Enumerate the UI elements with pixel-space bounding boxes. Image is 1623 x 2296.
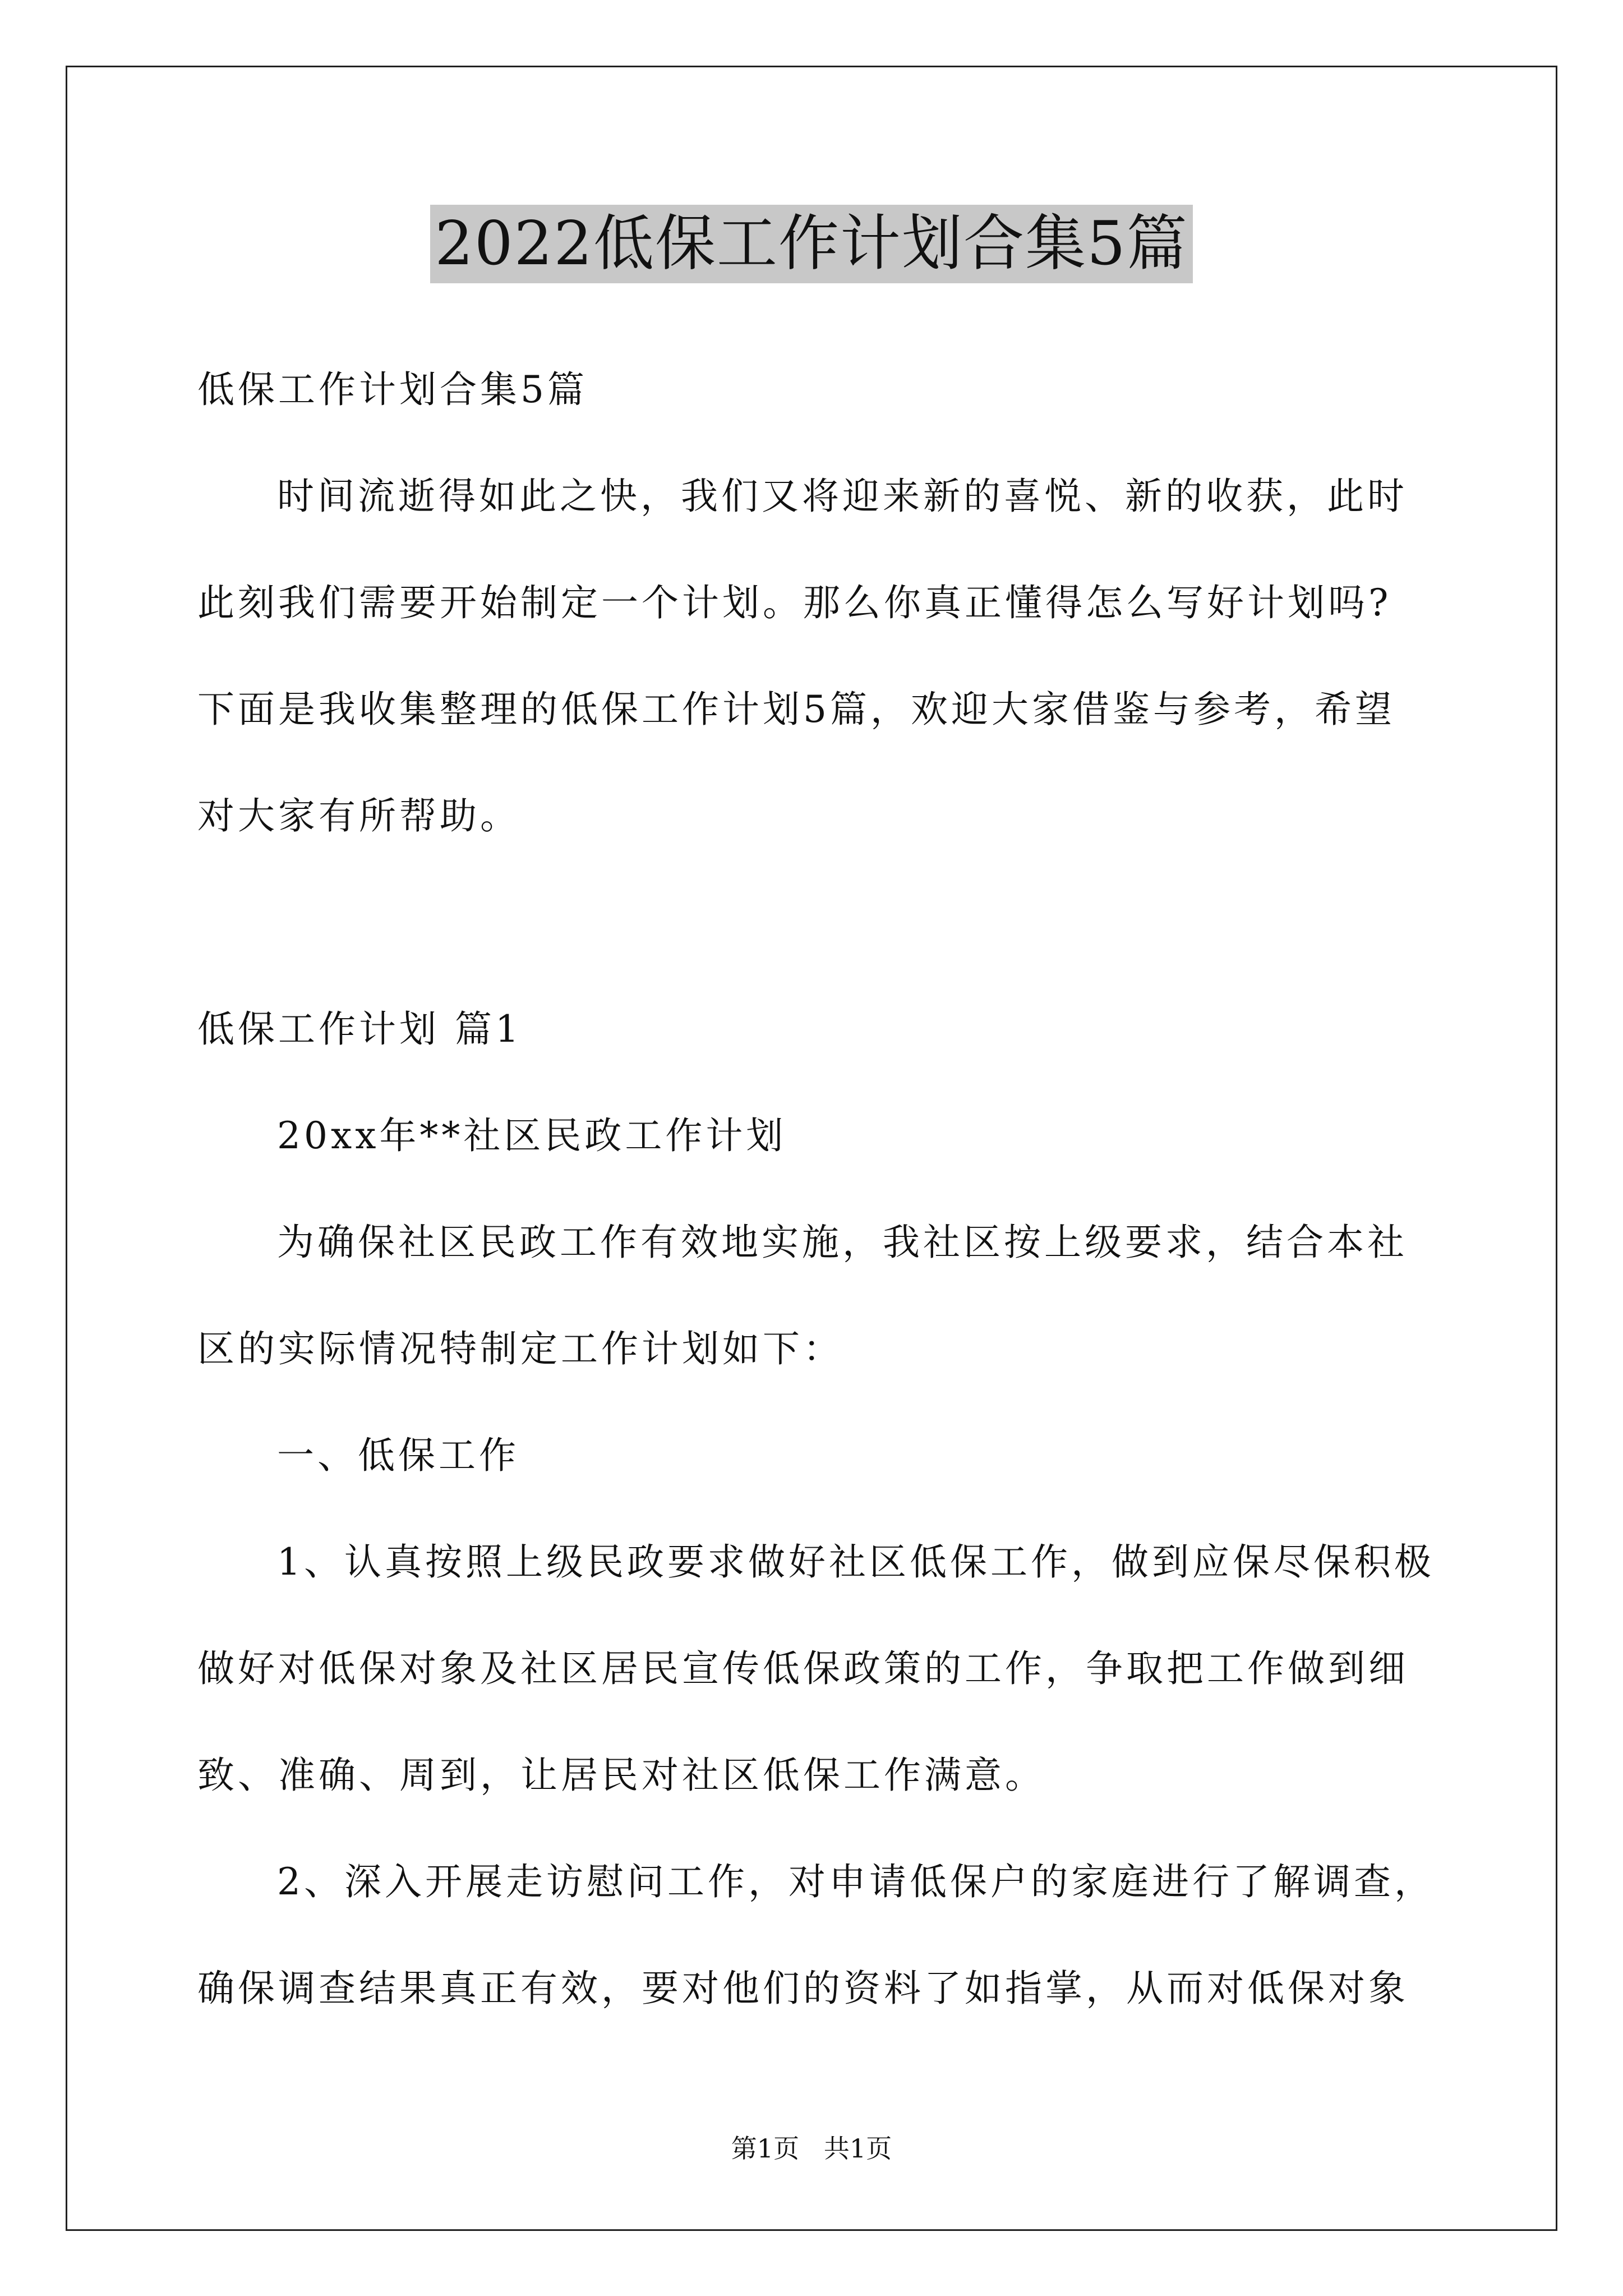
- intro-line: 对大家有所帮助。: [197, 794, 520, 838]
- plan-intro-line: 区的实际情况特制定工作计划如下：: [197, 1327, 843, 1370]
- paragraph-gap: [197, 869, 1442, 976]
- intro-line: 下面是我收集整理的低保工作计划5篇，欢迎大家借鉴与参考，希望: [197, 688, 1395, 731]
- item-one-line: 1、认真按照上级民政要求做好社区低保工作，做到应保尽保积极: [277, 1540, 1435, 1584]
- document-title: 2022低保工作计划合集5篇: [430, 205, 1193, 283]
- item-two-line: 确保调查结果真正有效，要对他们的资料了如指掌，从而对低保对象: [197, 1967, 1409, 2010]
- document-body: [197, 337, 1442, 2042]
- item-two-line: 2、深入开展走访慰问工作，对申请低保户的家庭进行了解调查，: [277, 1860, 1435, 1903]
- item-one-line: 做好对低保对象及社区居民宣传低保政策的工作，争取把工作做到细: [197, 1647, 1409, 1690]
- plan-intro-line: 为确保社区民政工作有效地实施，我社区按上级要求，结合本社: [277, 1221, 1408, 1264]
- section-heading: 低保工作计划 篇1: [197, 1007, 522, 1051]
- item-one-line: 致、准确、周到，让居民对社区低保工作满意。: [197, 1754, 1045, 1797]
- page-footer: 第1页 共1页: [731, 2133, 892, 2164]
- title-block: [0, 205, 1623, 283]
- intro-line: 时间流逝得如此之快，我们又将迎来新的喜悦、新的收获，此时: [277, 475, 1408, 518]
- intro-line: 此刻我们需要开始制定一个计划。那么你真正懂得怎么写好计划吗?: [197, 581, 1392, 624]
- subtitle: 低保工作计划合集5篇: [197, 368, 588, 411]
- plan-title: 20xx年**社区民政工作计划: [277, 1114, 787, 1157]
- part-one-heading: 一、低保工作: [277, 1434, 519, 1477]
